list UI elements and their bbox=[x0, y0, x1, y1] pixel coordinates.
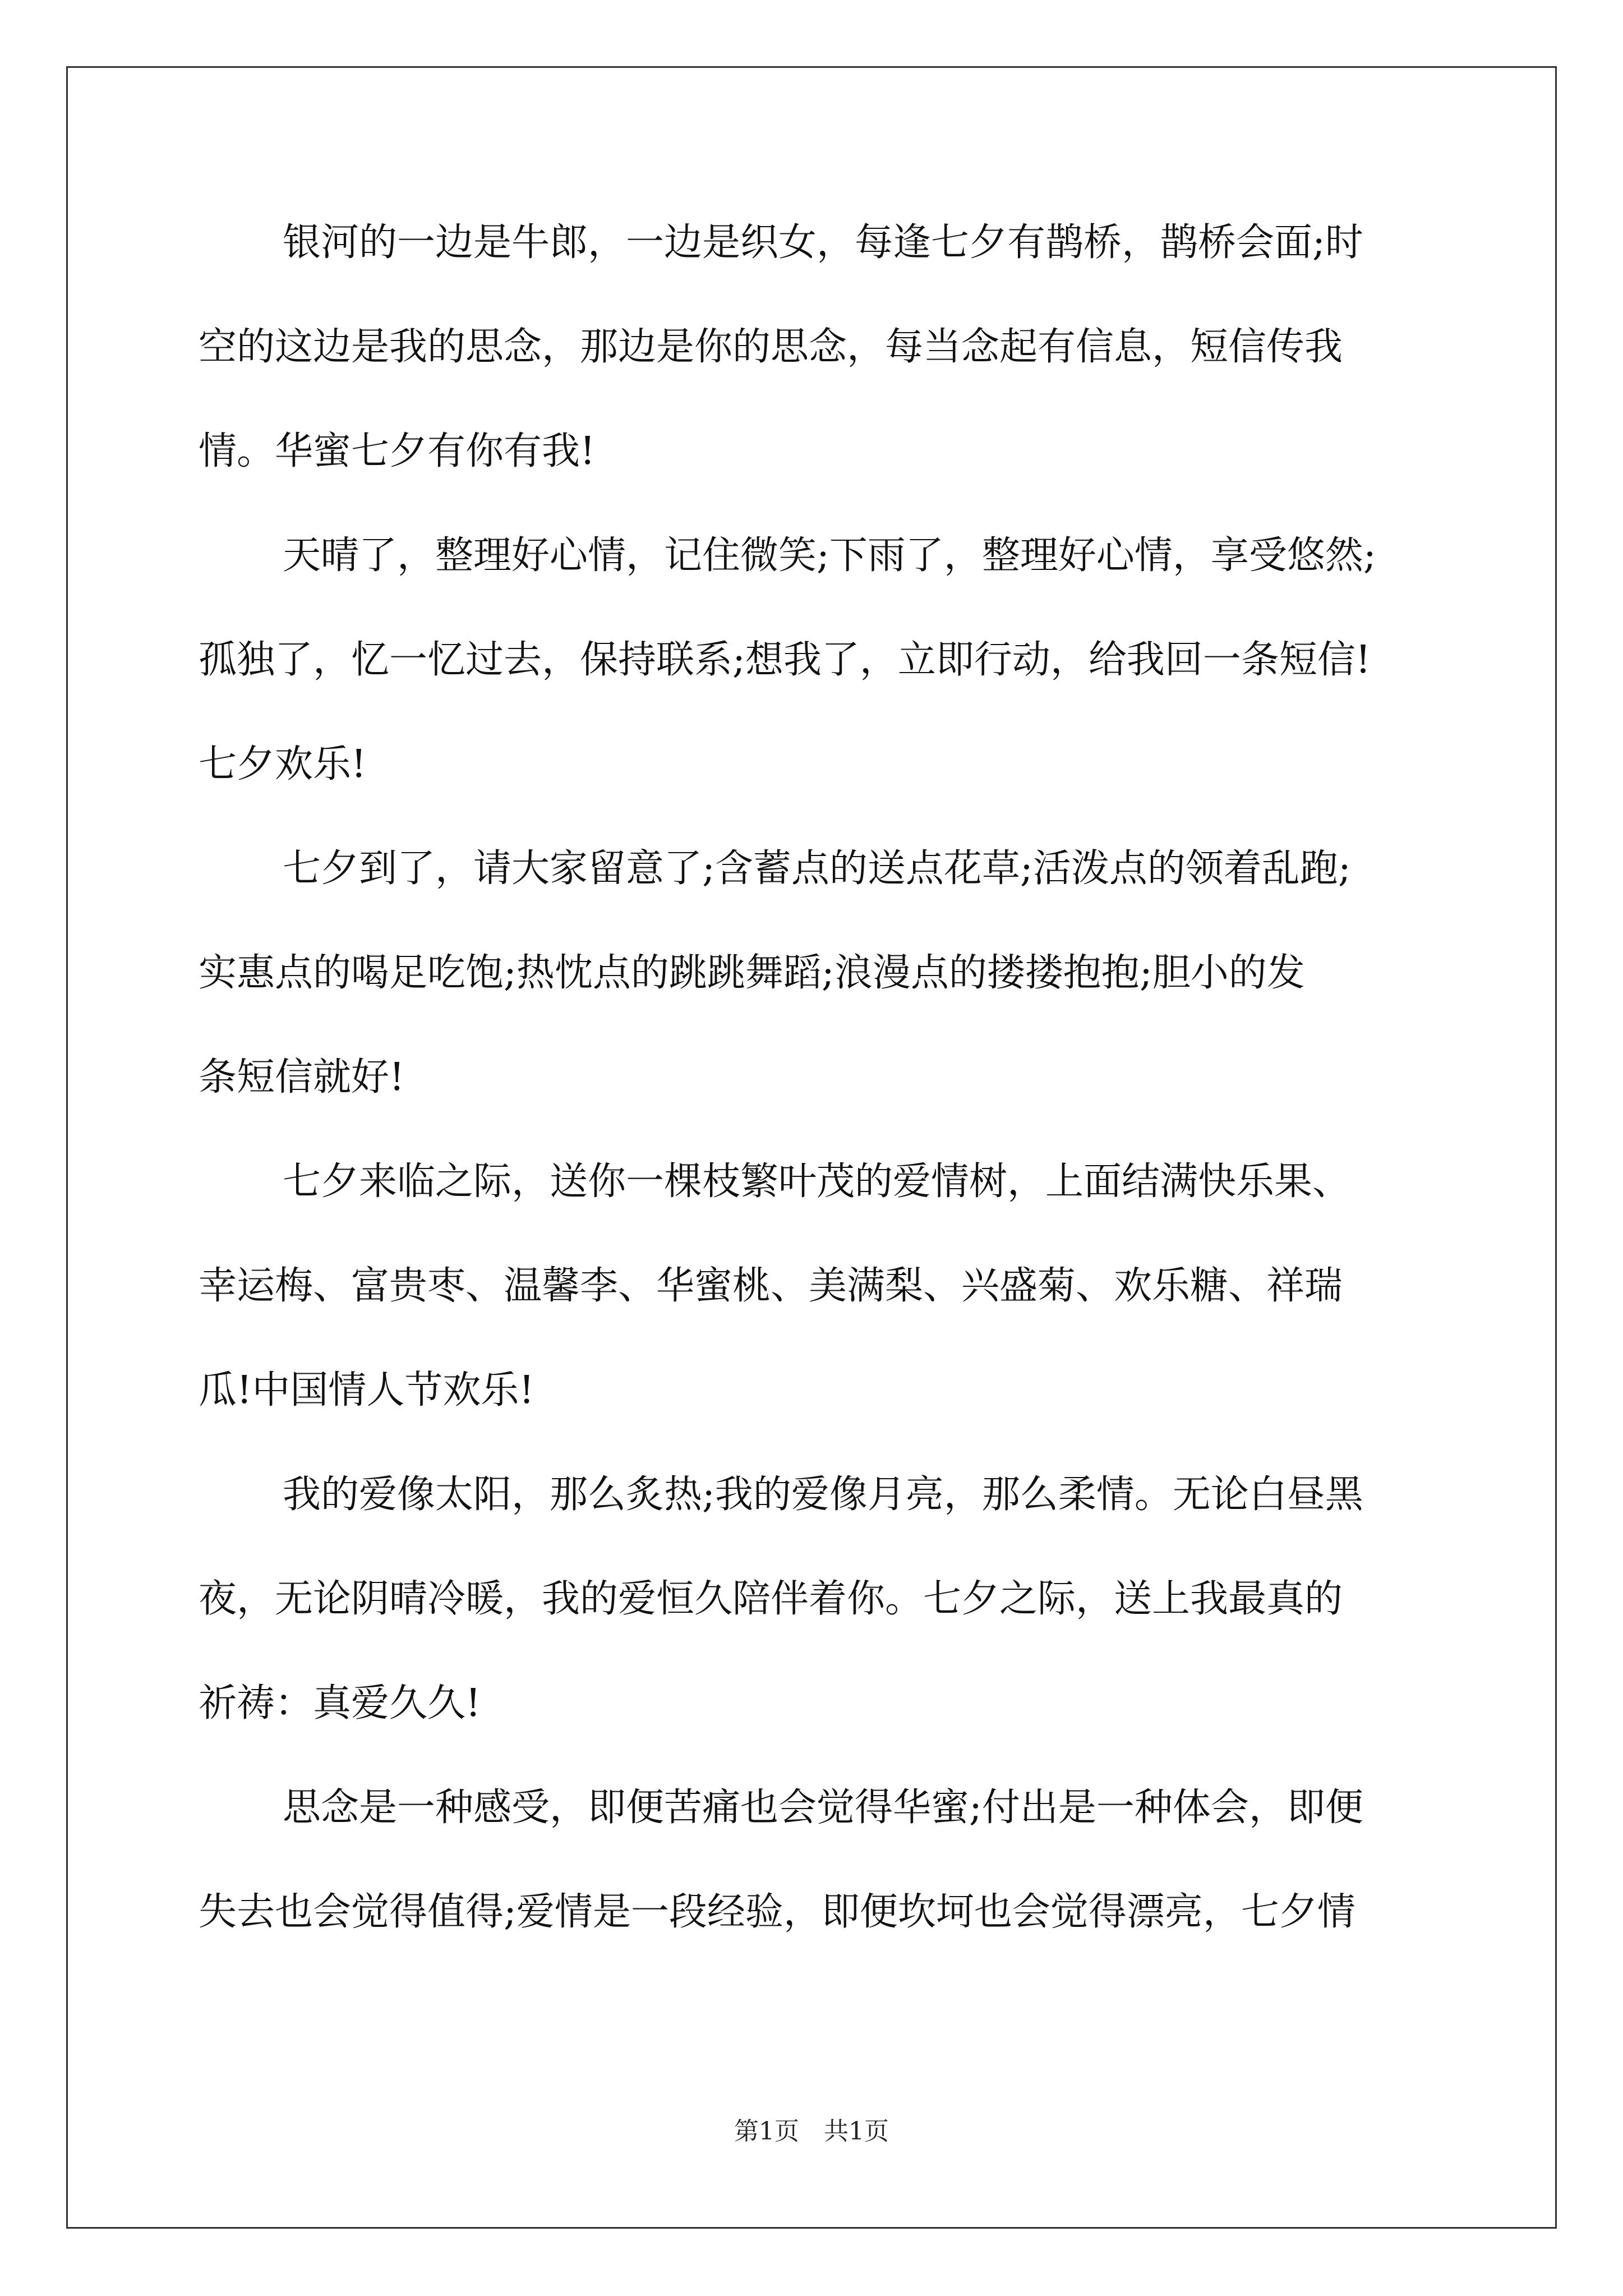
text-line: 祈祷：真爱久久! bbox=[199, 1681, 481, 1726]
text-line: 七夕欢乐! bbox=[199, 742, 367, 786]
page-number: 第1页 共1页 bbox=[734, 2117, 889, 2146]
text-line: 我的爱像太阳，那么炙热;我的爱像月亮，那么柔情。无论白昼黑 bbox=[283, 1473, 1363, 1517]
text-line: 七夕到了，请大家留意了;含蓄点的送点花草;活泼点的领着乱跑; bbox=[283, 846, 1351, 891]
text-line: 思念是一种感受，即便苦痛也会觉得华蜜;付出是一种体会，即便 bbox=[283, 1786, 1363, 1830]
text-line: 孤独了，忆一忆过去，保持联系;想我了，立即行动，给我回一条短信! bbox=[199, 638, 1371, 682]
text-line: 空的这边是我的思念，那边是你的思念，每当念起有信息，短信传我 bbox=[199, 325, 1343, 369]
text-line: 失去也会觉得值得;爱情是一段经验，即便坎坷也会觉得漂亮，七夕情 bbox=[199, 1890, 1355, 1934]
text-line: 七夕来临之际，送你一棵枝繁叶茂的爱情树，上面结满快乐果、 bbox=[283, 1159, 1351, 1204]
text-line: 实惠点的喝足吃饱;热忱点的跳跳舞蹈;浪漫点的搂搂抱抱;胆小的发 bbox=[199, 951, 1305, 995]
text-line: 天晴了，整理好心情，记住微笑;下雨了，整理好心情，享受悠然; bbox=[283, 533, 1376, 578]
text-line: 瓜!中国情人节欢乐! bbox=[199, 1368, 534, 1412]
text-line: 条短信就好! bbox=[199, 1055, 405, 1099]
text-line: 银河的一边是牛郎，一边是织女，每逢七夕有鹊桥，鹊桥会面;时 bbox=[283, 220, 1363, 265]
text-line: 幸运梅、富贵枣、温馨李、华蜜桃、美满梨、兴盛菊、欢乐糖、祥瑞 bbox=[199, 1264, 1343, 1308]
text-line: 夜，无论阴晴冷暖，我的爱恒久陪伴着你。七夕之际，送上我最真的 bbox=[199, 1577, 1343, 1621]
document-body bbox=[199, 210, 1426, 1984]
text-line: 情。华蜜七夕有你有我! bbox=[199, 429, 596, 473]
